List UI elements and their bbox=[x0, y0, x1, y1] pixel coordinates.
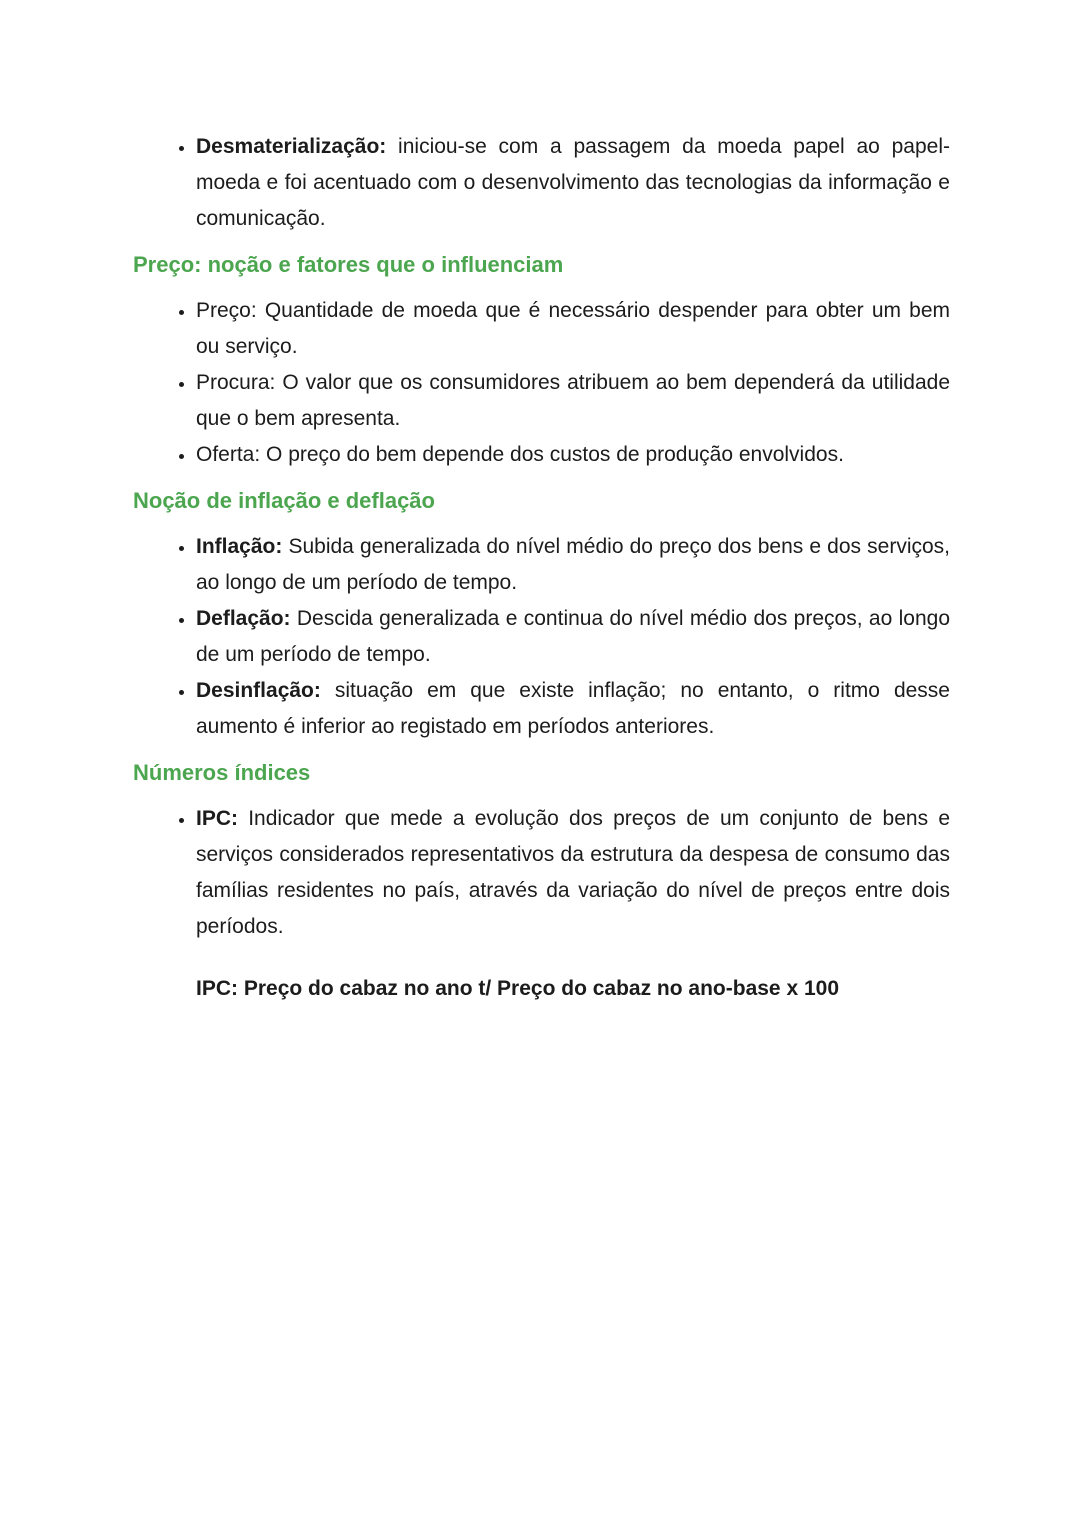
item-text: Indicador que mede a evolução dos preços de um conjunto de bens e serviços considerados representativos da estrutura da despesa de consumo das famílias residentes no país, através da variação do nível de preços entre dois períodos. bbox=[196, 807, 950, 938]
item-text: Descida generalizada e continua do nível médio dos preços, ao longo de um período de tempo. bbox=[196, 607, 950, 666]
list-item bbox=[196, 129, 950, 237]
item-text: Procura: O valor que os consumidores atribuem ao bem dependerá da utilidade que o bem apresenta. bbox=[196, 371, 950, 430]
ipc-formula-text: IPC: Preço do cabaz no ano t/ Preço do cabaz no ano-base x 100 bbox=[196, 977, 840, 1000]
term-label: IPC: bbox=[196, 807, 238, 830]
list-item bbox=[196, 529, 950, 601]
item-text: Subida generalizada do nível médio do preço dos bens e dos serviços, ao longo de um período de tempo. bbox=[196, 535, 950, 594]
list-item bbox=[196, 293, 950, 365]
list-item bbox=[196, 601, 950, 673]
list-item bbox=[196, 437, 950, 473]
item-text: Preço: Quantidade de moeda que é necessário despender para obter um bem ou serviço. bbox=[196, 299, 950, 358]
bullet-list bbox=[133, 529, 950, 745]
term-label: Deflação: bbox=[196, 607, 291, 630]
section-heading-preco: Preço: noção e fatores que o influenciam bbox=[133, 252, 564, 277]
section-heading-inflacao: Noção de inflação e deflação bbox=[133, 488, 435, 513]
item-text: situação em que existe inflação; no entanto, o ritmo desse aumento é inferior ao registado em períodos anteriores. bbox=[196, 679, 950, 738]
bullet-list bbox=[133, 293, 950, 473]
list-item bbox=[196, 365, 950, 437]
term-label: Inflação: bbox=[196, 535, 283, 558]
term-label: Desmaterialização: bbox=[196, 135, 387, 158]
item-text: iniciou-se com a passagem da moeda papel ao papel-moeda e foi acentuado com o desenvolvimento das tecnologias da informação e comunicação. bbox=[196, 135, 950, 230]
section-heading-numeros-indices: Números índices bbox=[133, 760, 311, 785]
list-item bbox=[196, 801, 950, 945]
list-item bbox=[196, 673, 950, 745]
item-text: Oferta: O preço do bem depende dos custos de produção envolvidos. bbox=[196, 443, 844, 466]
bullet-list bbox=[133, 129, 950, 237]
term-label: Desinflação: bbox=[196, 679, 321, 702]
bullet-list bbox=[133, 801, 950, 945]
